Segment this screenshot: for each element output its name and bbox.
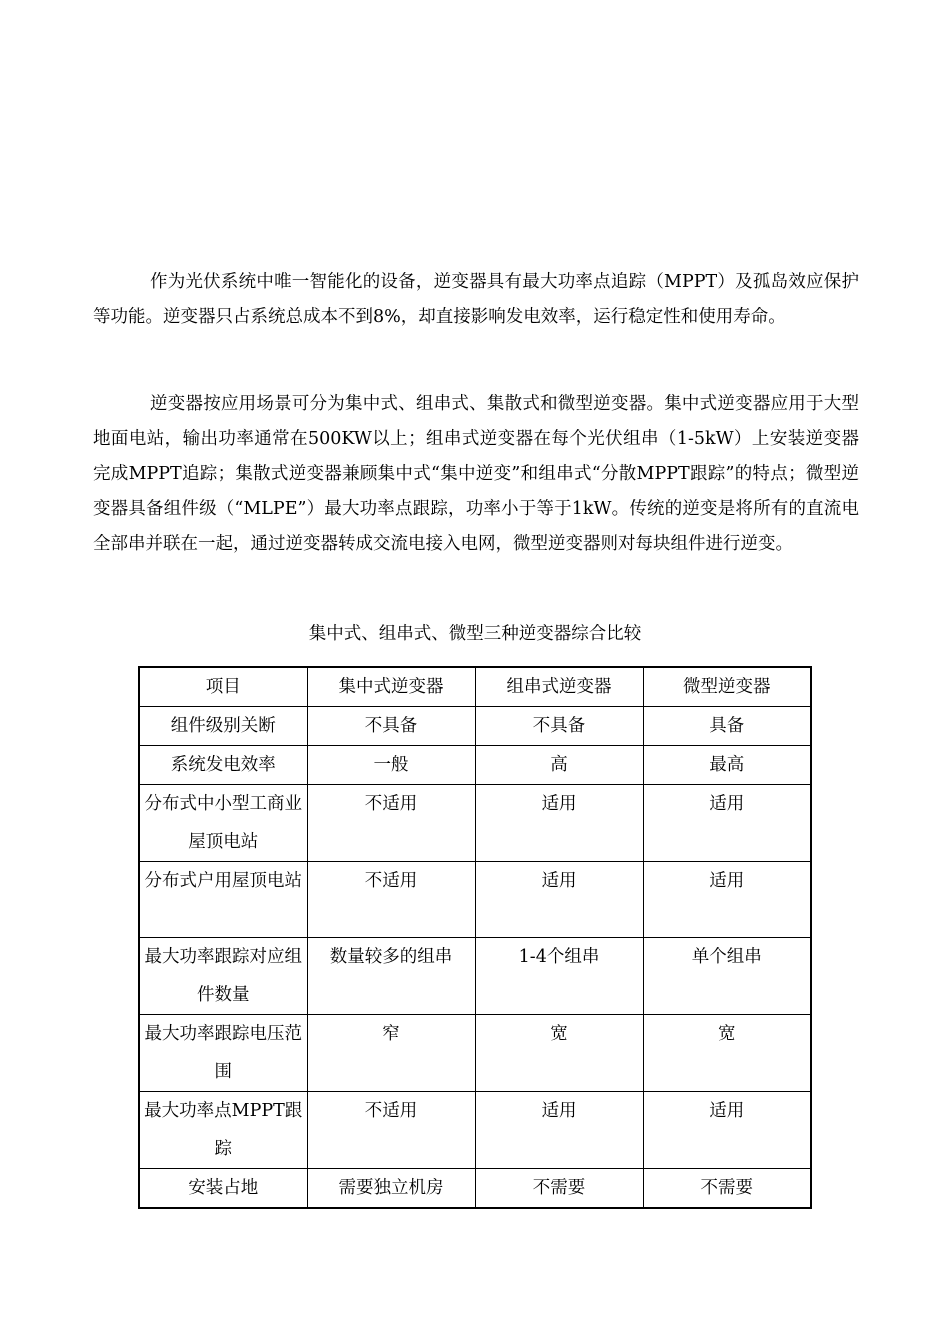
table-cell: 不需要 (475, 1169, 643, 1209)
table-cell: 不适用 (307, 785, 475, 862)
table-cell: 组件级别关断 (139, 707, 307, 746)
table-cell: 一般 (307, 746, 475, 785)
table-cell: 不适用 (307, 1092, 475, 1169)
table-cell: 不具备 (307, 707, 475, 746)
table-row (139, 862, 811, 938)
table-cell: 适用 (475, 862, 643, 938)
table-cell: 宽 (475, 1015, 643, 1092)
table-cell: 系统发电效率 (139, 746, 307, 785)
table-cell: 需要独立机房 (307, 1169, 475, 1209)
table-row (139, 1092, 811, 1169)
table-row (139, 785, 811, 862)
table-cell: 不具备 (475, 707, 643, 746)
table-cell: 适用 (643, 862, 811, 938)
table-cell: 最大功率跟踪电压范围 (139, 1015, 307, 1092)
header-cell: 微型逆变器 (643, 667, 811, 707)
table-cell: 安装占地 (139, 1169, 307, 1209)
table-row (139, 1015, 811, 1092)
table-cell: 具备 (643, 707, 811, 746)
header-cell: 组串式逆变器 (475, 667, 643, 707)
header-cell: 项目 (139, 667, 307, 707)
table-row (139, 746, 811, 785)
table-cell: 适用 (643, 1092, 811, 1169)
table-header-row (139, 667, 811, 707)
table-cell: 不需要 (643, 1169, 811, 1209)
intro-paragraph: 作为光伏系统中唯一智能化的设备，逆变器具有最大功率点追踪（MPPT）及孤岛效应保护等功能。逆变器只占系统总成本不到8%，却直接影响发电效率，运行稳定性和使用寿命。 (93, 272, 859, 327)
table-cell: 分布式中小型工商业屋顶电站 (139, 785, 307, 862)
classification-paragraph: 逆变器按应用场景可分为集中式、组串式、集散式和微型逆变器。集中式逆变器应用于大型地面电站，输出功率通常在500KW以上；组串式逆变器在每个光伏组串（1-5kW）上安装逆变器完成MPPT追踪；集散式逆变器兼顾集中式“集中逆变”和组串式“分散MPPT跟踪”的特点；微型逆变器具备组件级（“MLPE”）最大功率点跟踪，功率小于等于1kW。传统的逆变是将所有的直流电全部串并联在一起，通过逆变器转成交流电接入电网，微型逆变器则对每块组件进行逆变。 (93, 394, 859, 554)
header-cell: 集中式逆变器 (307, 667, 475, 707)
table-row (139, 707, 811, 746)
table-cell: 高 (475, 746, 643, 785)
table-cell: 分布式户用屋顶电站 (139, 862, 307, 938)
table-cell: 宽 (643, 1015, 811, 1092)
table-cell: 单个组串 (643, 938, 811, 1015)
table-row (139, 1169, 811, 1209)
table-cell: 不适用 (307, 862, 475, 938)
table-cell: 最高 (643, 746, 811, 785)
table-cell: 最大功率跟踪对应组件数量 (139, 938, 307, 1015)
table-cell: 适用 (643, 785, 811, 862)
table-caption: 集中式、组串式、微型三种逆变器综合比较 (308, 624, 642, 644)
table-cell: 适用 (475, 785, 643, 862)
table-cell: 适用 (475, 1092, 643, 1169)
table-cell: 1-4个组串 (475, 938, 643, 1015)
table-cell: 数量较多的组串 (307, 938, 475, 1015)
table-cell: 最大功率点MPPT跟踪 (139, 1092, 307, 1169)
table-row (139, 938, 811, 1015)
table-cell: 窄 (307, 1015, 475, 1092)
comparison-table (138, 666, 812, 1209)
